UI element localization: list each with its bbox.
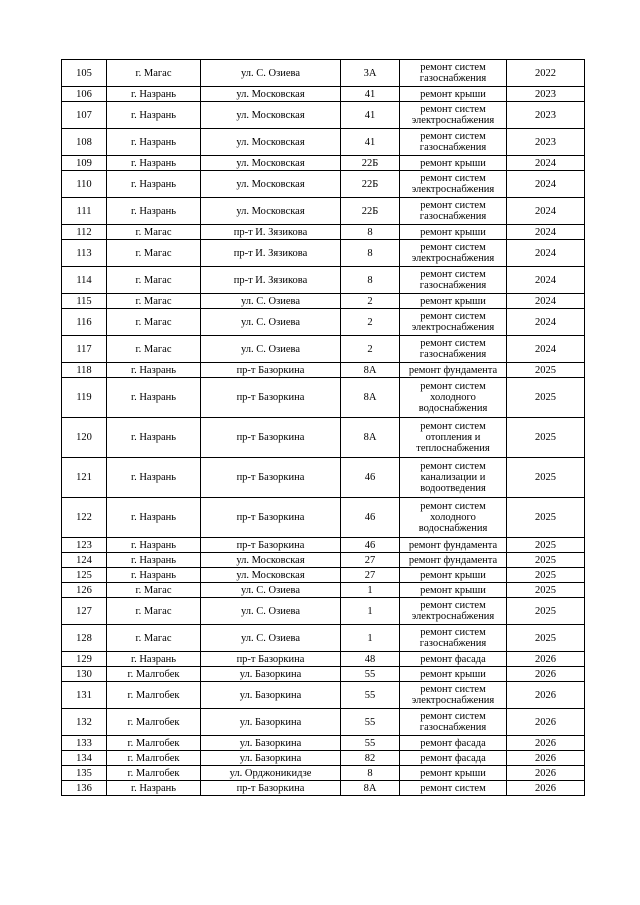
street-cell: ул. Базоркина [201,736,341,751]
city-cell: г. Назрань [107,156,201,171]
work-type-cell: ремонт систем газоснабжения [400,129,507,156]
work-type-cell: ремонт крыши [400,583,507,598]
house-number-cell: 55 [341,736,400,751]
row-number: 122 [62,498,107,538]
year-cell: 2025 [507,538,585,553]
work-type-cell: ремонт крыши [400,667,507,682]
row-number: 127 [62,598,107,625]
row-number: 123 [62,538,107,553]
work-type-cell: ремонт систем электроснабжения [400,240,507,267]
city-cell: г. Назрань [107,418,201,458]
year-cell: 2024 [507,309,585,336]
year-cell: 2023 [507,102,585,129]
table-row [62,751,585,766]
house-number-cell: 8 [341,225,400,240]
year-cell: 2026 [507,766,585,781]
table-row [62,171,585,198]
work-type-cell: ремонт систем холодного водоснабжения [400,378,507,418]
street-cell: ул. С. Озиева [201,60,341,87]
year-cell: 2025 [507,625,585,652]
street-cell: ул. Московская [201,171,341,198]
year-cell: 2025 [507,583,585,598]
city-cell: г. Магас [107,583,201,598]
table-row [62,418,585,458]
work-type-cell: ремонт фасада [400,736,507,751]
city-cell: г. Назрань [107,568,201,583]
city-cell: г. Магас [107,225,201,240]
year-cell: 2024 [507,294,585,309]
year-cell: 2024 [507,198,585,225]
work-type-cell: ремонт систем электроснабжения [400,171,507,198]
table-row [62,652,585,667]
street-cell: ул. Базоркина [201,682,341,709]
street-cell: ул. С. Озиева [201,336,341,363]
street-cell: пр-т Базоркина [201,458,341,498]
city-cell: г. Назрань [107,781,201,796]
table-row [62,598,585,625]
work-type-cell: ремонт крыши [400,766,507,781]
table-row [62,568,585,583]
work-type-cell: ремонт крыши [400,294,507,309]
work-type-cell: ремонт систем электроснабжения [400,309,507,336]
city-cell: г. Магас [107,625,201,652]
row-number: 113 [62,240,107,267]
street-cell: ул. Московская [201,129,341,156]
house-number-cell: 8А [341,781,400,796]
table-row [62,309,585,336]
city-cell: г. Малгобек [107,751,201,766]
row-number: 135 [62,766,107,781]
work-type-cell: ремонт систем газоснабжения [400,60,507,87]
house-number-cell: 46 [341,458,400,498]
city-cell: г. Назрань [107,363,201,378]
row-number: 119 [62,378,107,418]
house-number-cell: 41 [341,102,400,129]
year-cell: 2025 [507,363,585,378]
street-cell: ул. С. Озиева [201,583,341,598]
row-number: 125 [62,568,107,583]
house-number-cell: 8А [341,418,400,458]
work-type-cell: ремонт систем отопления и теплоснабжения [400,418,507,458]
year-cell: 2026 [507,682,585,709]
row-number: 110 [62,171,107,198]
table-row [62,625,585,652]
street-cell: ул. Московская [201,87,341,102]
house-number-cell: 27 [341,553,400,568]
year-cell: 2026 [507,781,585,796]
house-number-cell: 55 [341,682,400,709]
table-row [62,294,585,309]
table-row [62,682,585,709]
street-cell: ул. Московская [201,102,341,129]
year-cell: 2024 [507,225,585,240]
city-cell: г. Назрань [107,538,201,553]
table-row [62,553,585,568]
row-number: 132 [62,709,107,736]
table-row [62,736,585,751]
year-cell: 2025 [507,553,585,568]
city-cell: г. Магас [107,240,201,267]
table-row [62,667,585,682]
house-number-cell: 46 [341,498,400,538]
table-row [62,60,585,87]
city-cell: г. Магас [107,598,201,625]
work-type-cell: ремонт крыши [400,87,507,102]
street-cell: пр-т Базоркина [201,363,341,378]
street-cell: ул. Базоркина [201,709,341,736]
table-body [62,60,585,796]
city-cell: г. Малгобек [107,667,201,682]
city-cell: г. Назрань [107,458,201,498]
table-row [62,336,585,363]
street-cell: ул. Московская [201,568,341,583]
house-number-cell: 1 [341,625,400,652]
work-type-cell: ремонт фасада [400,652,507,667]
repair-schedule-table [61,59,585,796]
year-cell: 2022 [507,60,585,87]
city-cell: г. Малгобек [107,709,201,736]
street-cell: пр-т Базоркина [201,378,341,418]
row-number: 126 [62,583,107,598]
document-page [61,59,584,796]
table-row [62,458,585,498]
city-cell: г. Магас [107,60,201,87]
table-row [62,102,585,129]
city-cell: г. Магас [107,309,201,336]
house-number-cell: 2 [341,309,400,336]
house-number-cell: 2 [341,336,400,363]
row-number: 115 [62,294,107,309]
street-cell: пр-т И. Зязикова [201,225,341,240]
table-row [62,156,585,171]
work-type-cell: ремонт крыши [400,568,507,583]
house-number-cell: 8 [341,240,400,267]
work-type-cell: ремонт систем электроснабжения [400,102,507,129]
city-cell: г. Малгобек [107,736,201,751]
table-row [62,709,585,736]
house-number-cell: 46 [341,538,400,553]
city-cell: г. Малгобек [107,766,201,781]
house-number-cell: 8 [341,766,400,781]
table-row [62,781,585,796]
street-cell: ул. С. Озиева [201,309,341,336]
row-number: 120 [62,418,107,458]
house-number-cell: 8А [341,363,400,378]
year-cell: 2026 [507,667,585,682]
table-row [62,129,585,156]
house-number-cell: 55 [341,709,400,736]
row-number: 112 [62,225,107,240]
work-type-cell: ремонт систем газоснабжения [400,709,507,736]
house-number-cell: 22Б [341,198,400,225]
year-cell: 2024 [507,336,585,363]
row-number: 124 [62,553,107,568]
city-cell: г. Магас [107,294,201,309]
year-cell: 2026 [507,709,585,736]
table-row [62,87,585,102]
work-type-cell: ремонт фундамента [400,538,507,553]
work-type-cell: ремонт фасада [400,751,507,766]
city-cell: г. Назрань [107,87,201,102]
work-type-cell: ремонт фундамента [400,553,507,568]
work-type-cell: ремонт систем электроснабжения [400,682,507,709]
row-number: 128 [62,625,107,652]
street-cell: ул. Московская [201,198,341,225]
street-cell: ул. Базоркина [201,667,341,682]
house-number-cell: 22Б [341,171,400,198]
row-number: 111 [62,198,107,225]
row-number: 134 [62,751,107,766]
year-cell: 2025 [507,458,585,498]
year-cell: 2026 [507,652,585,667]
table-row [62,538,585,553]
year-cell: 2025 [507,378,585,418]
row-number: 107 [62,102,107,129]
street-cell: пр-т Базоркина [201,498,341,538]
house-number-cell: 8 [341,267,400,294]
city-cell: г. Назрань [107,553,201,568]
house-number-cell: 1 [341,583,400,598]
house-number-cell: 55 [341,667,400,682]
city-cell: г. Назрань [107,102,201,129]
row-number: 117 [62,336,107,363]
table-row [62,766,585,781]
house-number-cell: 82 [341,751,400,766]
year-cell: 2023 [507,87,585,102]
street-cell: пр-т Базоркина [201,781,341,796]
street-cell: пр-т Базоркина [201,652,341,667]
street-cell: ул. Московская [201,553,341,568]
work-type-cell: ремонт крыши [400,225,507,240]
year-cell: 2025 [507,498,585,538]
house-number-cell: 8А [341,378,400,418]
city-cell: г. Назрань [107,498,201,538]
work-type-cell: ремонт фундамента [400,363,507,378]
street-cell: ул. С. Озиева [201,625,341,652]
house-number-cell: 2 [341,294,400,309]
street-cell: пр-т Базоркина [201,538,341,553]
street-cell: ул. Базоркина [201,751,341,766]
city-cell: г. Магас [107,336,201,363]
work-type-cell: ремонт систем электроснабжения [400,598,507,625]
work-type-cell: ремонт крыши [400,156,507,171]
row-number: 116 [62,309,107,336]
city-cell: г. Назрань [107,171,201,198]
row-number: 130 [62,667,107,682]
street-cell: ул. С. Озиева [201,294,341,309]
work-type-cell: ремонт систем газоснабжения [400,336,507,363]
row-number: 108 [62,129,107,156]
house-number-cell: 48 [341,652,400,667]
city-cell: г. Магас [107,267,201,294]
year-cell: 2024 [507,171,585,198]
house-number-cell: 22Б [341,156,400,171]
work-type-cell: ремонт систем [400,781,507,796]
year-cell: 2025 [507,598,585,625]
row-number: 109 [62,156,107,171]
row-number: 114 [62,267,107,294]
work-type-cell: ремонт систем канализации и водоотведения [400,458,507,498]
table-row [62,498,585,538]
house-number-cell: 27 [341,568,400,583]
row-number: 133 [62,736,107,751]
work-type-cell: ремонт систем газоснабжения [400,625,507,652]
city-cell: г. Малгобек [107,682,201,709]
year-cell: 2024 [507,156,585,171]
street-cell: пр-т И. Зязикова [201,267,341,294]
table-row [62,225,585,240]
city-cell: г. Назрань [107,378,201,418]
city-cell: г. Назрань [107,129,201,156]
row-number: 118 [62,363,107,378]
work-type-cell: ремонт систем газоснабжения [400,198,507,225]
row-number: 105 [62,60,107,87]
year-cell: 2023 [507,129,585,156]
city-cell: г. Назрань [107,652,201,667]
table-row [62,378,585,418]
house-number-cell: 41 [341,129,400,156]
work-type-cell: ремонт систем холодного водоснабжения [400,498,507,538]
year-cell: 2026 [507,736,585,751]
row-number: 129 [62,652,107,667]
house-number-cell: 41 [341,87,400,102]
row-number: 106 [62,87,107,102]
table-row [62,583,585,598]
row-number: 131 [62,682,107,709]
house-number-cell: 1 [341,598,400,625]
street-cell: ул. С. Озиева [201,598,341,625]
year-cell: 2025 [507,418,585,458]
work-type-cell: ремонт систем газоснабжения [400,267,507,294]
street-cell: пр-т Базоркина [201,418,341,458]
city-cell: г. Назрань [107,198,201,225]
table-row [62,240,585,267]
year-cell: 2024 [507,267,585,294]
table-row [62,267,585,294]
table-row [62,363,585,378]
row-number: 121 [62,458,107,498]
street-cell: ул. Московская [201,156,341,171]
year-cell: 2026 [507,751,585,766]
row-number: 136 [62,781,107,796]
table-row [62,198,585,225]
street-cell: пр-т И. Зязикова [201,240,341,267]
house-number-cell: 3А [341,60,400,87]
year-cell: 2024 [507,240,585,267]
street-cell: ул. Орджоникидзе [201,766,341,781]
year-cell: 2025 [507,568,585,583]
